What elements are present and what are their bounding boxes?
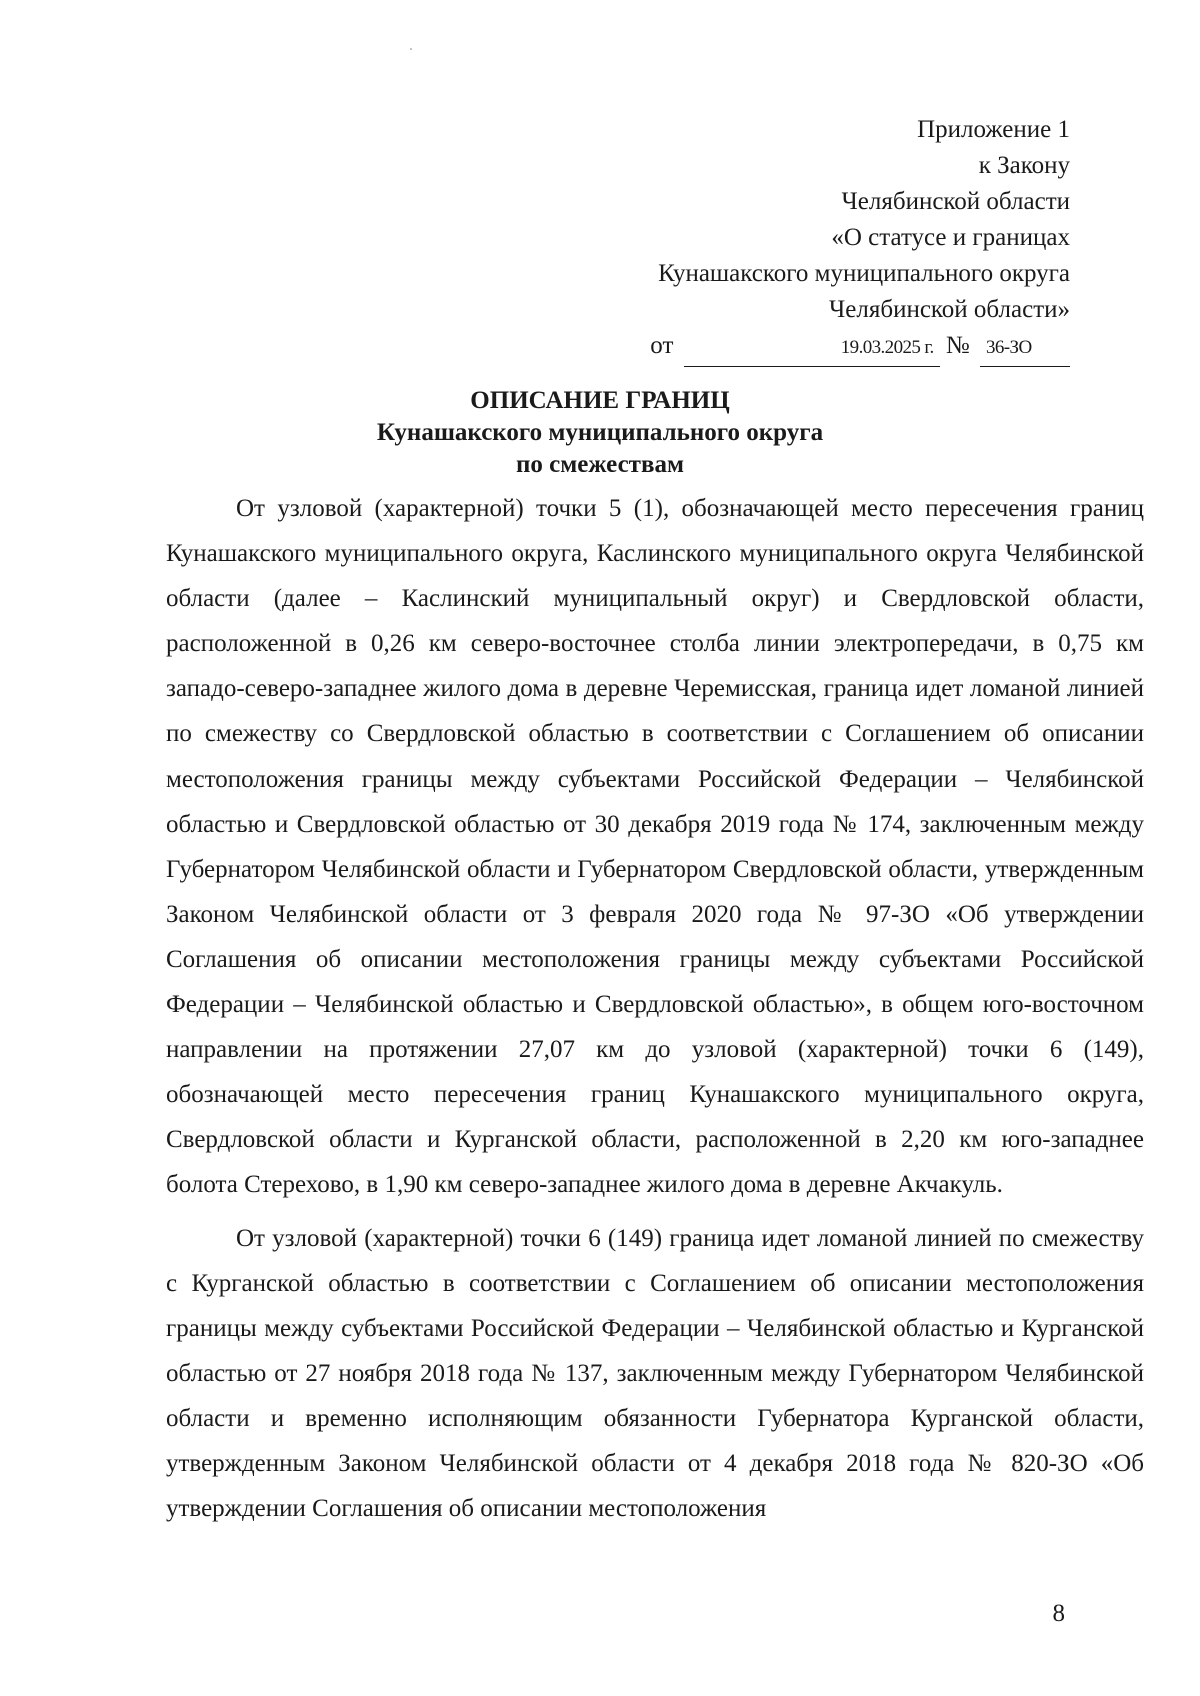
header-line: Челябинской области» xyxy=(829,296,1070,323)
header-line: к Закону xyxy=(978,152,1070,179)
title-line-1: ОПИСАНИЕ ГРАНИЦ xyxy=(470,387,730,414)
header-line: «О статусе и границах xyxy=(831,224,1070,251)
number-field: 36-ЗО xyxy=(980,330,1070,367)
header-line: Челябинской области xyxy=(841,188,1070,215)
page-number: 8 xyxy=(1052,1600,1065,1627)
paragraph-2: От узловой (характерной) точки 6 (149) граница идет ломаной линией по смежеству с Курганской областью в соответствии с Соглашением об описании местоположения границы между субъектами Российской Федерации – Челябинской областью и Курганской областью от 27 ноября 2018 года № 137, заключенным между Губернатором Челябинской области и временно исполняющим обязанности Губернатора Курганской области, утвержденным Законом Челябинской области от 4 декабря 2018 года № 820-ЗО «Об утверждении Соглашения об описании местоположения xyxy=(166,1224,1144,1523)
date-field: 19.03.2025 г. xyxy=(684,330,940,367)
date-number-line xyxy=(650,328,1070,367)
scan-speck xyxy=(410,48,412,50)
title-line-3: по смежествам xyxy=(516,451,684,478)
appendix-header xyxy=(650,112,1070,367)
date-prefix: от xyxy=(650,332,674,359)
body-text xyxy=(166,486,1144,1531)
document-title xyxy=(0,385,1200,481)
number-prefix: № xyxy=(945,332,970,359)
header-line: Кунашакского муниципального округа xyxy=(658,260,1070,287)
paragraph-1: От узловой (характерной) точки 5 (1), обозначающей место пересечения границ Кунашакского муниципального округа, Каслинского муниципального округа Челябинской области (далее – Каслинский муниципальный округ) и Свердловской области, расположенной в 0,26 км северо-восточнее столба линии электропередачи, в 0,75 км западо-северо-западнее жилого дома в деревне Черемисская, граница идет ломаной линией по смежеству со Свердловской областью в соответствии с Соглашением об описании местоположения границы между субъектами Российской Федерации – Челябинской областью и Свердловской областью от 30 декабря 2019 года № 174, заключенным между Губернатором Челябинской области и Губернатором Свердловской области, утвержденным Законом Челябинской области от 3 февраля 2020 года № 97-ЗО «Об утверждении Соглашения об описании местоположения границы между субъектами Российской Федерации – Челябинской областью и Свердловской областью», в общем юго-восточном направлении на протяжении 27,07 км до узловой (характерной) точки 6 (149), обозначающей место пересечения границ Кунашакского муниципального округа, Свердловской области и Курганской области, расположенной в 2,20 км юго-западнее болота Стерехово, в 1,90 км северо-западнее жилого дома в деревне Акчакуль. xyxy=(166,495,1144,1199)
header-line: Приложение 1 xyxy=(917,116,1070,143)
title-line-2: Кунашакского муниципального округа xyxy=(376,419,824,446)
